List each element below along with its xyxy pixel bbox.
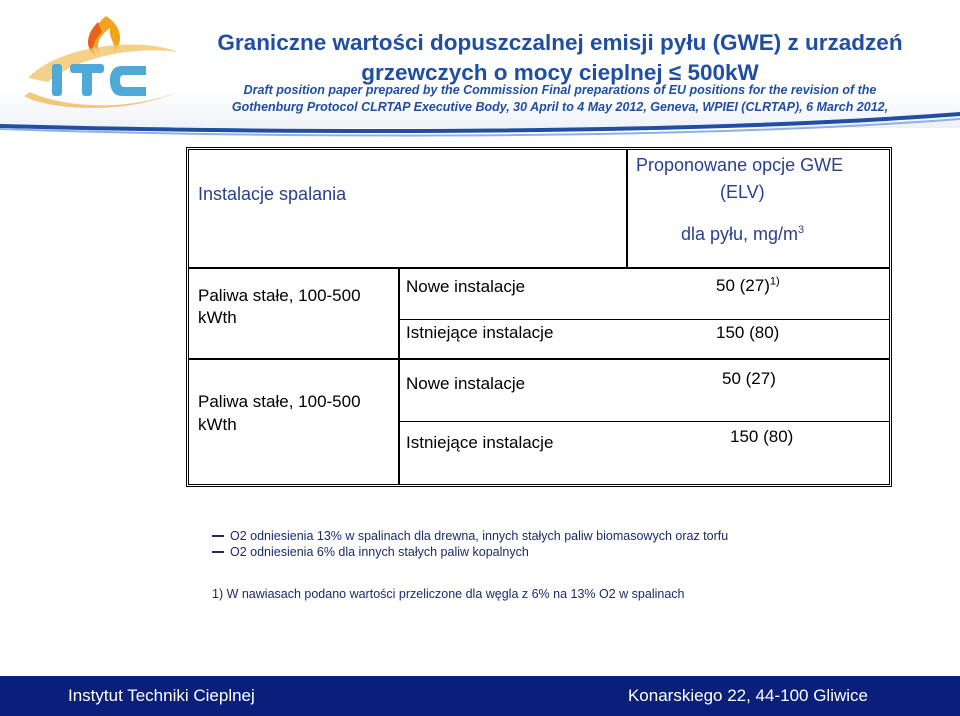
dash-bullet-icon: [212, 551, 224, 553]
header-elv-unit-sup: 3: [798, 224, 805, 236]
itc-logo: [18, 6, 188, 124]
header-elv-unit: dla pyłu, mg/m: [681, 224, 799, 244]
row-1-new-label: Nowe instalacje: [406, 277, 526, 296]
table-divider: [398, 267, 400, 484]
row-1-new-value: [716, 275, 780, 297]
header-elv-line-1: Proponowane opcje GWE: [636, 155, 844, 175]
notes-section: [212, 528, 912, 602]
footnote: 1) W nawiasach podano wartości przeliczone dla węgla z 6% na 13% O2 w spalinach: [212, 587, 685, 601]
row-2-fuel-line-2: kWth: [198, 415, 237, 434]
row-2-new-label: Nowe instalacje: [406, 374, 526, 393]
subtitle-line-1: Draft position paper prepared by the Commission Final preparations of EU positions for the revision of the: [243, 83, 877, 97]
row-1-fuel-line-2: kWth: [198, 308, 237, 327]
note-item: [212, 544, 912, 560]
table-divider: [400, 319, 889, 320]
table-divider: [189, 267, 889, 269]
footer-bar: [0, 676, 960, 716]
row-2-existing-label: Istniejące instalacje: [406, 433, 554, 452]
footer-address: Konarskiego 22, 44-100 Gliwice: [627, 686, 868, 705]
row-1-fuel-line-1: Paliwa stałe, 100-500: [198, 286, 361, 305]
page-title: [180, 28, 940, 88]
footer-institute: Instytut Techniki Cieplnej: [68, 686, 255, 705]
row-1-new-value-sup: 1): [769, 275, 780, 288]
header-elv-line-3: [681, 223, 804, 245]
subtitle-line-2: Gothenburg Protocol CLRTAP Executive Body, 30 April to 4 May 2012, Geneva, WPIEI (CLRTAP), 6 March 2012,: [231, 100, 889, 114]
note-text: O2 odniesienia 13% w spalinach dla drewna, innych stałych paliw biomasowych oraz torfu: [230, 529, 729, 543]
header-elv-line-2: (ELV): [720, 182, 765, 202]
table-divider: [189, 358, 889, 360]
header-swoosh-decoration: [0, 110, 960, 140]
header-combustion-installations: Instalacje spalania: [198, 184, 347, 204]
note-text: O2 odniesienia 6% dla innych stałych paliw kopalnych: [230, 545, 529, 559]
table-divider: [400, 421, 889, 422]
row-2-existing-value: 150 (80): [730, 427, 794, 446]
table-divider: [626, 150, 628, 267]
emission-limits-table: [186, 147, 892, 487]
row-1-existing-value: 150 (80): [716, 323, 780, 342]
note-item: [212, 528, 912, 544]
slide-header: [0, 0, 960, 128]
row-1-existing-label: Istniejące instalacje: [406, 323, 554, 342]
row-2-new-value: 50 (27): [722, 369, 776, 388]
row-1-new-value-text: 50 (27): [716, 276, 770, 295]
dash-bullet-icon: [212, 535, 224, 537]
title-line-1: Graniczne wartości dopuszczalnej emisji pyłu (GWE) z urzadzeń: [217, 30, 903, 55]
title-line-2: grzewczych o mocy cieplnej ≤ 500kW: [361, 60, 759, 85]
row-2-fuel-line-1: Paliwa stałe, 100-500: [198, 392, 361, 411]
